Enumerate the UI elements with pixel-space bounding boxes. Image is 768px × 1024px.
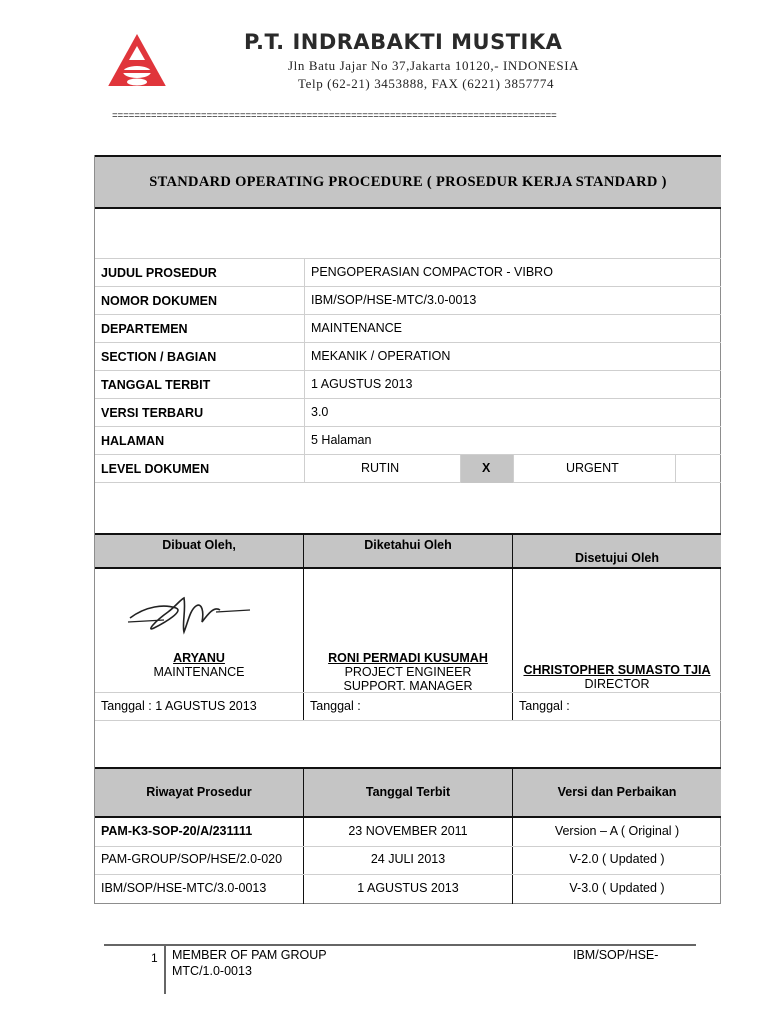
known-by-position: PROJECT ENGINEER <box>344 665 472 679</box>
made-by-position: MAINTENANCE <box>153 665 245 679</box>
history-procedure: PAM-GROUP/SOP/HSE/2.0-020 <box>101 852 283 866</box>
info-key: SECTION / BAGIAN <box>101 350 217 364</box>
company-logo <box>104 32 170 94</box>
divider <box>95 846 721 847</box>
info-row-judul <box>95 259 721 287</box>
info-value: MAINTENANCE <box>311 321 402 335</box>
approved-by-position: DIRECTOR <box>584 677 650 691</box>
footer-rule <box>104 944 696 946</box>
info-key: LEVEL DOKUMEN <box>101 462 210 476</box>
level-rutin: RUTIN <box>361 461 400 475</box>
signature-header-label: Diketahui Oleh <box>364 538 452 552</box>
signature-header-made <box>95 533 303 569</box>
page-number: 1 <box>151 951 158 965</box>
info-value: 3.0 <box>311 405 329 419</box>
known-by-position: SUPPORT. MANAGER <box>343 679 473 693</box>
info-row-tanggal <box>95 371 721 399</box>
company-name: P.T. INDRABAKTI MUSTIKA <box>244 30 563 54</box>
signature-header-approved <box>513 533 721 569</box>
history-header-label: Riwayat Prosedur <box>146 785 252 799</box>
info-key: VERSI TERBARU <box>101 406 204 420</box>
footer-document-code-continued: MTC/1.0-0013 <box>172 964 252 978</box>
history-version: V-2.0 ( Updated ) <box>569 852 665 866</box>
signature-header-label: Disetujui Oleh <box>574 551 660 565</box>
document-title: STANDARD OPERATING PROCEDURE ( PROSEDUR KERJA STANDARD ) <box>149 173 667 190</box>
level-divider <box>513 455 514 483</box>
known-by-date: Tanggal : <box>310 699 361 713</box>
made-by-date: Tanggal : 1 AGUSTUS 2013 <box>101 699 257 713</box>
history-procedure: IBM/SOP/HSE-MTC/3.0-0013 <box>101 881 267 895</box>
level-mark: X <box>482 461 491 475</box>
level-divider <box>460 455 461 483</box>
info-column-divider <box>304 259 305 483</box>
info-row-versi <box>95 399 721 427</box>
history-header-label: Versi dan Perbaikan <box>557 785 677 799</box>
history-date: 23 NOVEMBER 2011 <box>348 824 468 838</box>
info-row-section <box>95 343 721 371</box>
history-header-version <box>513 767 721 818</box>
info-row-level <box>95 455 721 483</box>
info-value: 5 Halaman <box>311 433 372 447</box>
footer-member: MEMBER OF PAM GROUP <box>172 948 327 962</box>
footer-document-code: IBM/SOP/HSE- <box>573 948 659 962</box>
document-title-band <box>95 155 721 209</box>
made-by-name: ARYANU <box>173 651 225 665</box>
history-header-label: Tanggal Terbit <box>365 785 451 799</box>
known-by-name: RONI PERMADI KUSUMAH <box>328 651 488 665</box>
history-date: 24 JULI 2013 <box>370 852 446 866</box>
info-value: 1 AGUSTUS 2013 <box>311 377 413 391</box>
signature-header-known <box>304 533 512 569</box>
info-key: HALAMAN <box>101 434 165 448</box>
history-header-procedure <box>95 767 303 818</box>
info-value: MEKANIK / OPERATION <box>311 349 451 363</box>
divider <box>95 720 721 721</box>
history-procedure: PAM-K3-SOP-20/A/231111 <box>101 824 253 838</box>
signature-aryanu <box>124 592 252 640</box>
info-row-halaman <box>95 427 721 455</box>
signature-header-label: Dibuat Oleh, <box>162 538 236 552</box>
history-version: Version – A ( Original ) <box>554 824 680 838</box>
info-value: PENGOPERASIAN COMPACTOR - VIBRO <box>311 265 553 279</box>
history-version: V-3.0 ( Updated ) <box>569 881 665 895</box>
info-key: NOMOR DOKUMEN <box>101 294 217 308</box>
approved-by-date: Tanggal : <box>519 699 570 713</box>
info-key: TANGGAL TERBIT <box>101 378 211 392</box>
info-key: DEPARTEMEN <box>101 322 188 336</box>
divider <box>95 874 721 875</box>
history-date: 1 AGUSTUS 2013 <box>357 881 459 895</box>
info-row-nomor <box>95 287 721 315</box>
info-row-departemen <box>95 315 721 343</box>
header-separator: ================================================================================ <box>112 110 557 121</box>
company-telephone: Telp (62-21) 3453888, FAX (6221) 3857774 <box>298 76 555 91</box>
level-urgent: URGENT <box>566 461 619 475</box>
footer-vertical-rule <box>164 944 166 994</box>
level-divider <box>675 455 676 483</box>
info-value: IBM/SOP/HSE-MTC/3.0-0013 <box>311 293 477 307</box>
info-key: JUDUL PROSEDUR <box>101 266 217 280</box>
company-address: Jln Batu Jajar No 37,Jakarta 10120,- INDONESIA <box>288 58 580 73</box>
approved-by-name: CHRISTOPHER SUMASTO TJIA <box>523 663 711 677</box>
history-header-date <box>304 767 512 818</box>
